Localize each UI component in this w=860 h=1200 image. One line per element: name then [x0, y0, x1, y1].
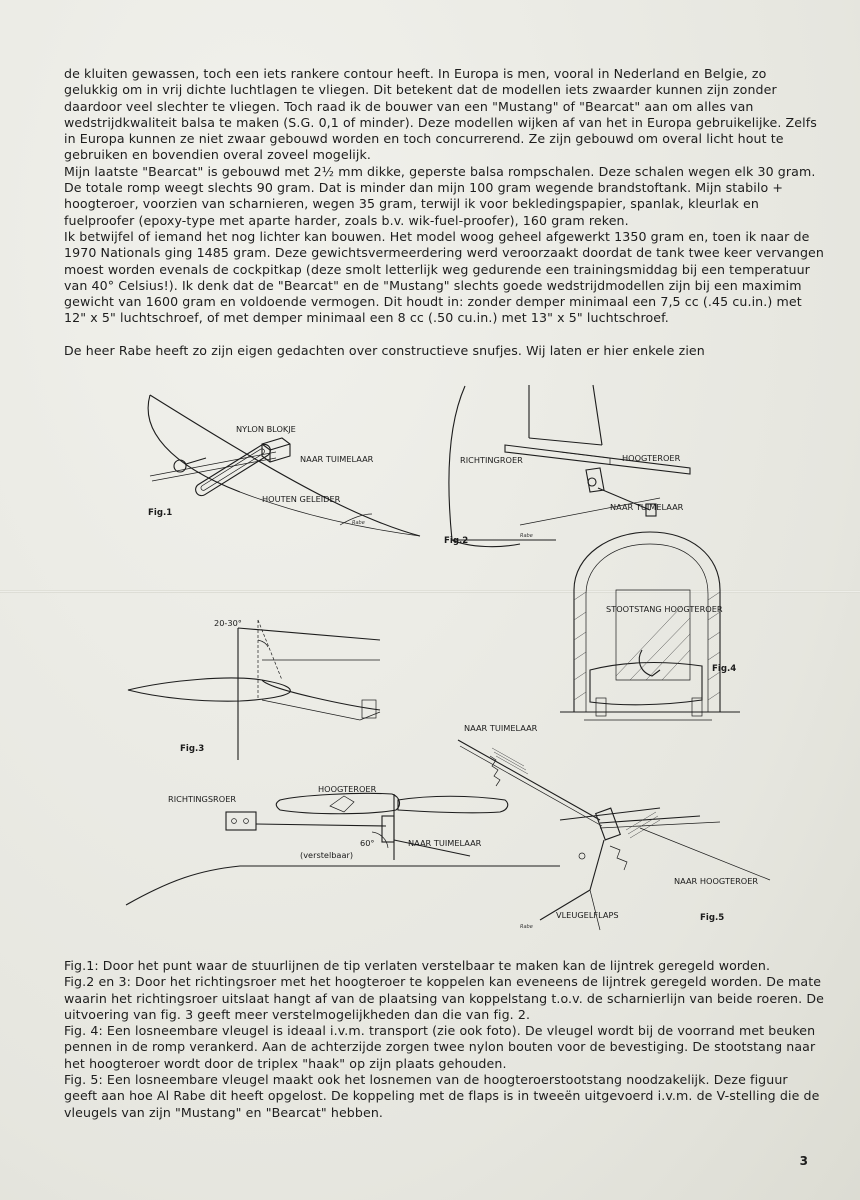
label-nylon-block: NYLON BLOKJE — [236, 424, 296, 434]
caption: Fig.2 en 3: Door het richtingsroer met het hoogteroer te koppelen kan eveneens de lijntrek geregeld worden. De mate waarin het richtingsroer uitslaat hangt af van de plaatsing van koppelstang t.o.v. de scharnierlijn van beide roeren. De uitvoering van fig. 3 geeft meer verstelmogelijkheden dan die van fig. 2. — [64, 974, 824, 1022]
svg-text:Rabe: Rabe — [520, 533, 533, 539]
figure-4 — [560, 532, 740, 720]
wing-section — [590, 663, 702, 705]
caption: Fig.1: Door het punt waar de stuurlijnen de tip verlaten verstelbaar te maken kan de lijntrek geregeld worden. — [64, 958, 771, 973]
caption: Fig. 4: Een losneembare vleugel is ideaal i.v.m. transport (zie ook foto). De vleugel wordt bij de voorrand met beuken pennen in de romp verankerd. Aan de achterzijde zorgen twee nylon bouten voor de bevestiging. De stootstang naar het hoogteroer wordt door de triplex "haak" op zijn plaats gehouden. — [64, 1023, 816, 1071]
paragraph: de kluiten gewassen, toch een iets rankere contour heeft. In Europa is men, vooral in Nederland en Belgie, zo gelukkig om in vrij dichte luchtlagen te vliegen. Dit betekent dat de modellen iets zwaarder kunnen zijn zonder daardoor veel slechter te vliegen. Toch raad ik de bouwer van een "Mustang" of "Bearcat" aan om alles van wedstrijdkwaliteit balsa te maken (S.G. 0,1 of minder). Deze modellen wijken af van het in Europa gebruikelijke. Zelfs in Europa kunnen ze niet zwaar gebouwd worden en toch concurrerend. Ze zijn gebouwd om overal licht hout te gebruiken en bovendien overal zoveel mogelijk. — [64, 66, 817, 163]
label-wing-flaps: VLEUGELFLAPS — [556, 910, 619, 920]
link-rod — [256, 824, 386, 826]
label-to-elevator: NAAR HOOGTEROER — [674, 876, 759, 886]
label-elevator: HOOGTEROER — [622, 453, 681, 463]
control-line — [150, 452, 276, 476]
stabilizer-airfoil — [128, 678, 290, 701]
label-adjustable: (verstelbaar) — [300, 850, 354, 860]
label-pushrod: STOOTSTANG HOOGTEROER — [606, 604, 723, 614]
fig5-title: Fig.5 — [700, 913, 725, 923]
label-rudder-3: RICHTINGSROER — [168, 794, 237, 804]
label-wood-guide: HOUTEN GELEIDER — [262, 494, 341, 504]
svg-text:Rabe: Rabe — [520, 924, 533, 930]
label-60-degrees: 60° — [360, 838, 375, 848]
paragraph: Mijn laatste "Bearcat" is gebouwd met 2½ mm dikke, geperste balsa rompschalen. Deze schalen wegen elk 30 gram. De totale romp weegt slechts 90 gram. Dat is minder dan mijn 100 gram wegende brandstoftank. Mijn stabilo + hoogteroer, voorzien van scharnieren, wegen 35 gram, terwijl ik voor bekledingspapier, spanlak, kleurlak en fuelproofer (epoxy-type met aparte harder, zoals b.v. wik-fuel-proofer), 160 gram reken. — [64, 163, 816, 228]
pushrod-upper — [458, 740, 600, 820]
nylon-block — [262, 438, 290, 462]
fig3-title: Fig.3 — [180, 744, 205, 754]
figure-captions — [64, 958, 824, 1121]
figure-2 — [444, 385, 690, 547]
fuselage-section — [574, 532, 720, 712]
figure-1 — [148, 395, 420, 536]
paragraph: Ik betwijfel of iemand het nog lichter kan bouwen. Het model woog geheel afgewerkt 1350 gram en, toen ik naar de 1970 Nationals ging 1485 gram. Deze gewichtsvermeerdering werd veroorzaakt doordat de tank twee keer vervangen moest worden evenals de cockpitkap (deze smolt letterlijk weg gedurende een trainingsmiddag bij een temperatuur van 40° Celsius!). Ik denk dat de "Bearcat" en de "Mustang" slechts goede wedstrijdmodellen zijn bij een maximim gewicht van 1600 gram en voldoende vermogen. Dit houdt in: zonder demper minimaal een 7,5 cc (.45 cu.in.) met 12" x 5" luchtschroef, of met demper minimaal een 8 cc (.50 cu.in.) met 13" x 5" luchtschroef. — [64, 228, 824, 326]
page-number: 3 — [799, 1154, 808, 1168]
fig4-title: Fig.4 — [712, 664, 737, 674]
label-to-bellcrank-3: NAAR TUIMELAAR — [408, 838, 482, 848]
caption: Fig. 5: Een losneembare vleugel maakt ook het losnemen van de hoogteroerstootstang noodzakelijk. Deze figuur geeft aan hoe Al Rabe dit heeft opgelost. De koppeling met de flaps is in tweeën uitgevoerd i.v.m. de V-stelling die de vleugels van zijn "Mustang" en "Bearcat" hebben. — [64, 1072, 820, 1120]
rudder-horn — [226, 812, 256, 830]
fig1-title: Fig.1 — [148, 508, 173, 518]
label-elevator-3: HOOGTEROER — [318, 784, 377, 794]
label-to-bellcrank-5: NAAR TUIMELAAR — [464, 723, 538, 733]
fig2-title: Fig.2 — [444, 536, 469, 546]
figure-5 — [458, 723, 770, 930]
label-rudder: RICHTINGROER — [460, 455, 523, 465]
svg-text:Rabe: Rabe — [352, 520, 365, 526]
label-angle: 20-30° — [214, 618, 242, 628]
paragraph: De heer Rabe heeft zo zijn eigen gedachten over constructieve snufjes. Wij laten er hier enkele zien — [64, 342, 705, 358]
label-to-bellcrank: NAAR TUIMELAAR — [610, 502, 684, 512]
label-to-bellcrank: NAAR TUIMELAAR — [300, 454, 374, 464]
elevator-airfoil — [276, 793, 399, 813]
